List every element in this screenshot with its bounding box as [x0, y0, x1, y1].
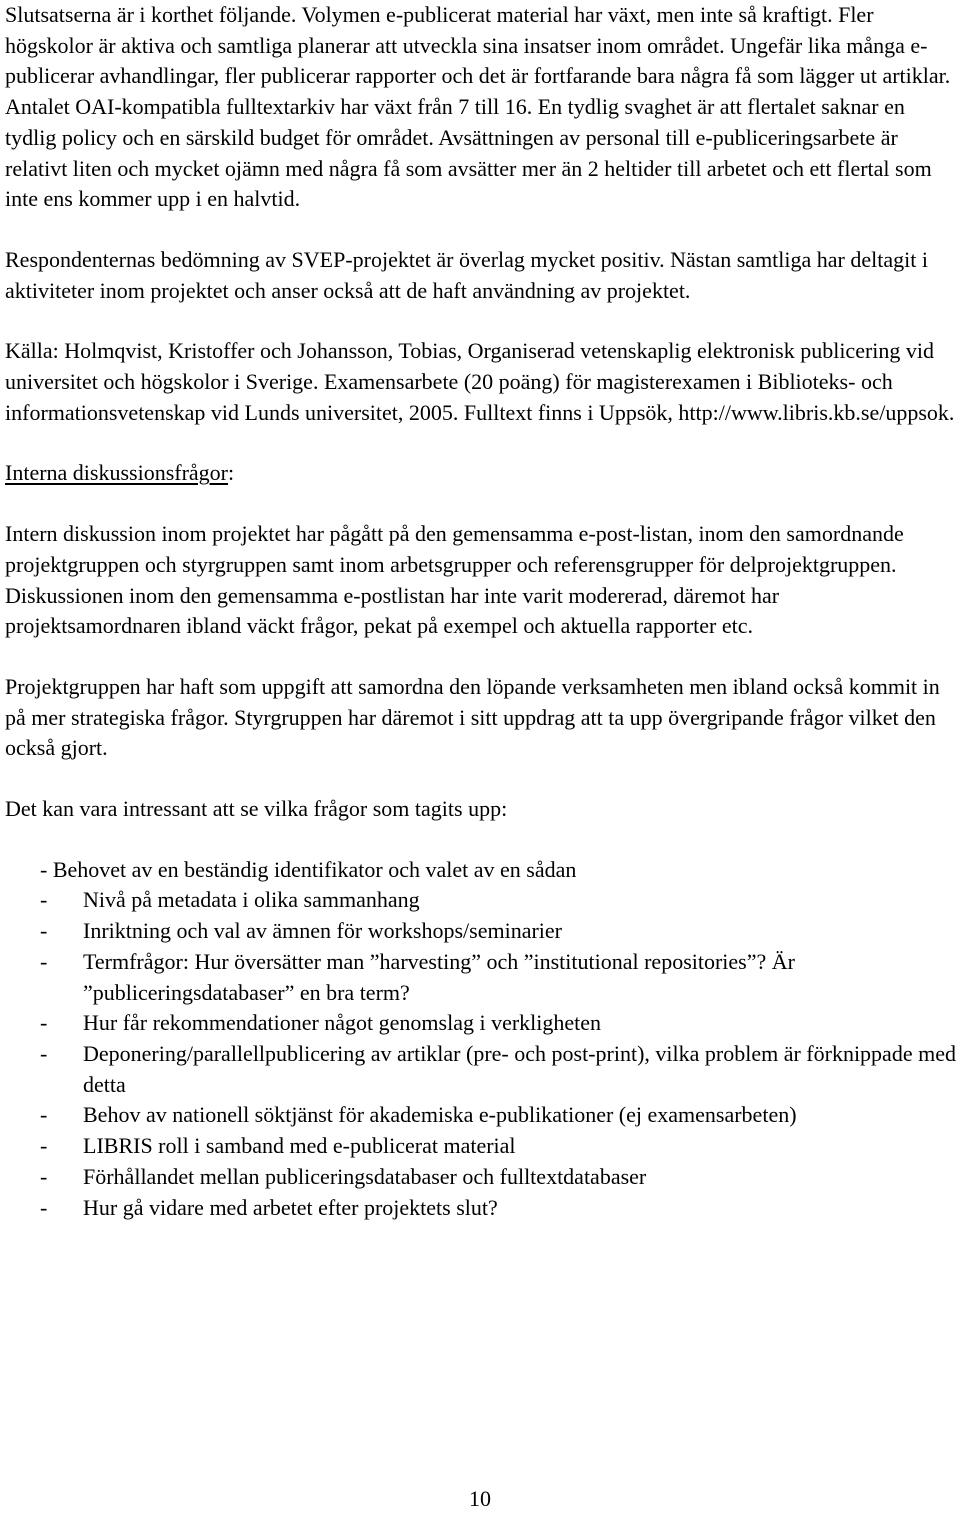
list-dash: -	[40, 887, 48, 913]
list-item	[5, 885, 957, 916]
list-dash: -	[40, 856, 48, 882]
section-heading-text: Interna diskussionsfrågor	[5, 460, 229, 486]
section-heading	[5, 458, 957, 489]
list-item-text: Deponering/parallellpublicering av artiklar (pre- och post-print), vilka problem är förknippade med detta	[83, 1040, 956, 1097]
list-item-text: Inriktning och val av ämnen för workshops/seminarier	[83, 918, 562, 944]
list-item	[5, 947, 957, 1008]
list-dash: -	[40, 918, 48, 944]
paragraph-conclusions: Slutsatserna är i korthet följande. Volymen e-publicerat material har växt, men inte så kraftigt. Fler högskolor är aktiva och samtliga planerar att utveckla sina insatser inom området. Ungefär lika många e-publicerar avhandlingar, fler publicerar rapporter och det är fortfarande bara några få som lägger ut artiklar. Antalet OAI-kompatibla fulltextarkiv har växt från 7 till 16. En tydlig svaghet är att flertalet saknar en tydlig policy och en särskild budget för området. Avsättningen av personal till e-publiceringsarbete är relativt liten och mycket ojämn med några få som avsätter mer än 2 heltider till arbetet och ett flertal som inte ens kommer upp i en halvtid.	[5, 2, 951, 212]
list-item	[5, 1008, 957, 1039]
list-item-text: Behov av nationell söktjänst för akademiska e-publikationer (ej examensarbeten)	[83, 1102, 797, 1128]
paragraph-source: Källa: Holmqvist, Kristoffer och Johansson, Tobias, Organiserad vetenskaplig elektronisk publicering vid universitet och högskolor i Sverige. Examensarbete (20 poäng) för magisterexamen i Biblioteks- och informationsvetenskap vid Lunds universitet, 2005. Fulltext finns i Uppsök, http://www.libris.kb.se/uppsok.	[5, 338, 955, 425]
list-item	[5, 1162, 957, 1193]
list-dash: -	[40, 1102, 48, 1128]
list-item	[5, 855, 957, 886]
paragraph-respondents: Respondenternas bedömning av SVEP-projektet är överlag mycket positiv. Nästan samtliga har deltagit i aktiviteter inom projektet och anser också att de haft användning av projektet.	[5, 246, 928, 303]
list-dash: -	[40, 948, 48, 974]
list-item-text: Hur får rekommendationer något genomslag i verkligheten	[83, 1010, 602, 1036]
list-dash: -	[40, 1194, 48, 1220]
paragraph-internal-discussion: Intern diskussion inom projektet har pågått på den gemensamma e-post-listan, inom den samordnande projektgruppen och styrgruppen samt inom arbetsgrupper och referensgrupper för delprojektgruppen. Diskussionen inom den gemensamma e-postlistan har inte varit modererad, däremot har projektsamordnaren ibland väckt frågor, pekat på exempel och aktuella rapporter etc.	[5, 521, 904, 639]
list-item-text: Hur gå vidare med arbetet efter projektets slut?	[83, 1194, 498, 1220]
list-dash: -	[40, 1163, 48, 1189]
paragraph-intro-list: Det kan vara intressant att se vilka frågor som tagits upp:	[5, 796, 508, 822]
list-item	[5, 1039, 957, 1100]
topics-list	[5, 855, 957, 1223]
section-heading-colon: :	[228, 460, 235, 486]
list-item	[5, 916, 957, 947]
list-dash: -	[40, 1040, 48, 1066]
list-item	[5, 1193, 957, 1224]
list-item-text: Termfrågor: Hur översätter man ”harvesting” och ”institutional repositories”? Är ”publiceringsdatabaser” en bra term?	[83, 948, 795, 1005]
list-item	[5, 1131, 957, 1162]
list-item	[5, 1100, 957, 1131]
page-number: 10	[469, 1486, 491, 1511]
list-dash: -	[40, 1133, 48, 1159]
list-item-text: Behovet av en beständig identifikator och valet av en sådan	[52, 856, 577, 882]
list-item-text: Förhållandet mellan publiceringsdatabaser och fulltextdatabaser	[83, 1163, 647, 1189]
list-item-text: Nivå på metadata i olika sammanhang	[83, 887, 420, 913]
list-item-text: LIBRIS roll i samband med e-publicerat material	[83, 1133, 516, 1159]
list-dash: -	[40, 1010, 48, 1036]
paragraph-project-group: Projektgruppen har haft som uppgift att samordna den löpande verksamheten men ibland också kommit in på mer strategiska frågor. Styrgruppen har däremot i sitt uppdrag att ta upp övergripande frågor vilket den också gjort.	[5, 673, 940, 761]
document-page	[5, 0, 957, 1223]
